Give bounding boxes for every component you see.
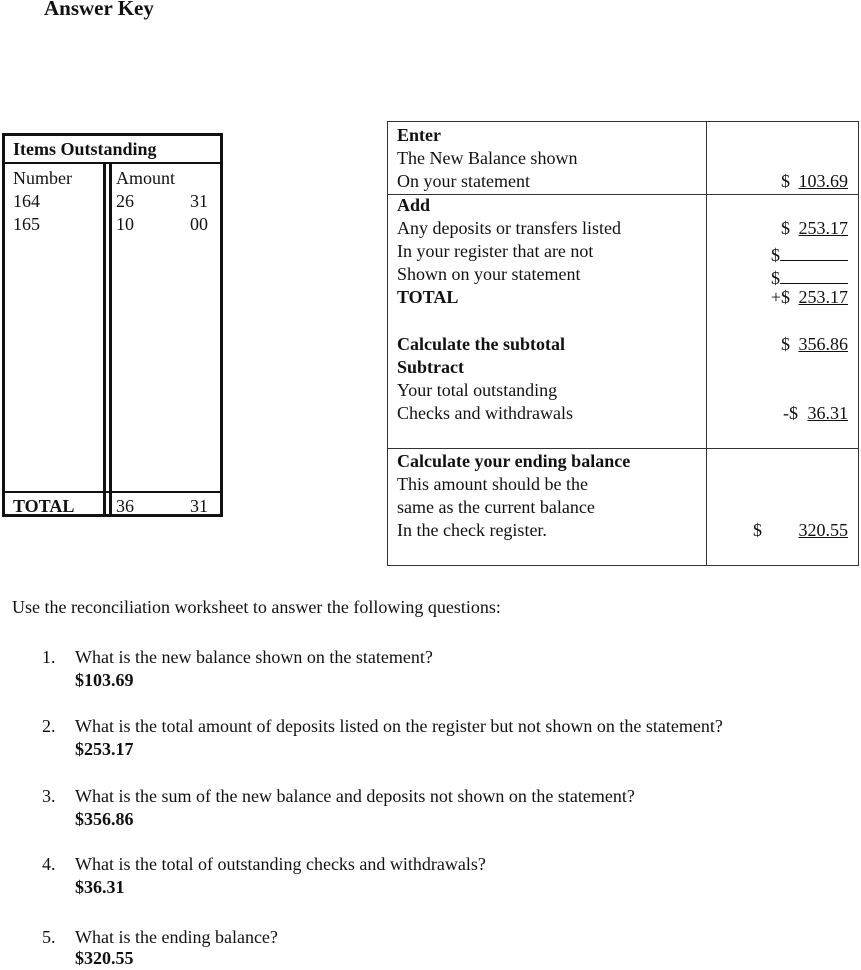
question-text: What is the new balance shown on the statement? (75, 647, 433, 667)
question-answer: $36.31 (75, 877, 125, 897)
row-cents: 31 (190, 191, 208, 211)
section-divider (388, 448, 858, 449)
ending-line: same as the current balance (397, 497, 595, 517)
header-divider (5, 162, 220, 164)
question-number: 4. (42, 854, 56, 874)
deposit-amount-blank: $ (771, 264, 848, 289)
question-answer: $356.86 (75, 809, 134, 829)
add-label: Add (397, 195, 431, 215)
deposit-total-amount: +$ 253.17 (770, 287, 848, 307)
ending-balance-amount: $ 320.55 (753, 520, 848, 540)
add-total-label: TOTAL (397, 287, 459, 307)
reconciliation-worksheet (387, 121, 859, 566)
question-number: 5. (42, 927, 56, 947)
row-number: 165 (13, 214, 40, 234)
subtract-label: Subtract (397, 357, 464, 377)
ending-line: In the check register. (397, 520, 547, 540)
worksheet-column-divider (706, 122, 707, 565)
questions-intro: Use the reconciliation worksheet to answer the following questions: (12, 597, 501, 617)
deposit-amount-blank: $ (771, 241, 848, 266)
ending-balance-label: Calculate your ending balance (397, 451, 631, 471)
question-answer: $253.17 (75, 739, 134, 759)
question-text: What is the ending balance? (75, 927, 278, 947)
subtract-line: Checks and withdrawals (397, 403, 573, 423)
enter-line: The New Balance shown (397, 148, 578, 168)
deposit-amount: $ 253.17 (781, 218, 848, 238)
add-line: In your register that are not (397, 241, 594, 261)
subtract-line: Your total outstanding (397, 380, 558, 400)
question-number: 1. (42, 647, 56, 667)
subtotal-label: Calculate the subtotal (397, 334, 565, 354)
add-line: Shown on your statement (397, 264, 581, 284)
total-dollars: 36 (116, 496, 134, 516)
new-balance-amount: $ 103.69 (781, 171, 848, 191)
items-outstanding-title: Items Outstanding (13, 139, 157, 159)
section-divider (388, 194, 858, 195)
row-dollars: 26 (116, 191, 134, 211)
add-line: Any deposits or transfers listed (397, 218, 621, 238)
page-title: Answer Key (44, 0, 154, 20)
total-divider (5, 491, 220, 493)
column-divider (103, 164, 106, 514)
ending-line: This amount should be the (397, 474, 588, 494)
row-cents: 00 (190, 214, 208, 234)
items-outstanding-table (2, 133, 223, 517)
outstanding-amount: -$ 36.31 (783, 403, 848, 423)
question-answer: $103.69 (75, 670, 134, 690)
row-number: 164 (13, 191, 40, 211)
question-text: What is the sum of the new balance and deposits not shown on the statement? (75, 786, 635, 806)
column-header-amount: Amount (116, 168, 176, 188)
question-text: What is the total amount of deposits listed on the register but not shown on the statement? (75, 716, 723, 736)
enter-label: Enter (397, 125, 441, 145)
question-number: 3. (42, 786, 56, 806)
column-divider (109, 164, 112, 514)
question-number: 2. (42, 716, 56, 736)
enter-line: On your statement (397, 171, 530, 191)
total-cents: 31 (190, 496, 208, 516)
row-dollars: 10 (116, 214, 134, 234)
subtotal-amount: $ 356.86 (781, 334, 848, 354)
total-label: TOTAL (13, 496, 75, 516)
question-answer: $320.55 (75, 948, 134, 968)
column-header-number: Number (13, 168, 72, 188)
question-text: What is the total of outstanding checks and withdrawals? (75, 854, 486, 874)
